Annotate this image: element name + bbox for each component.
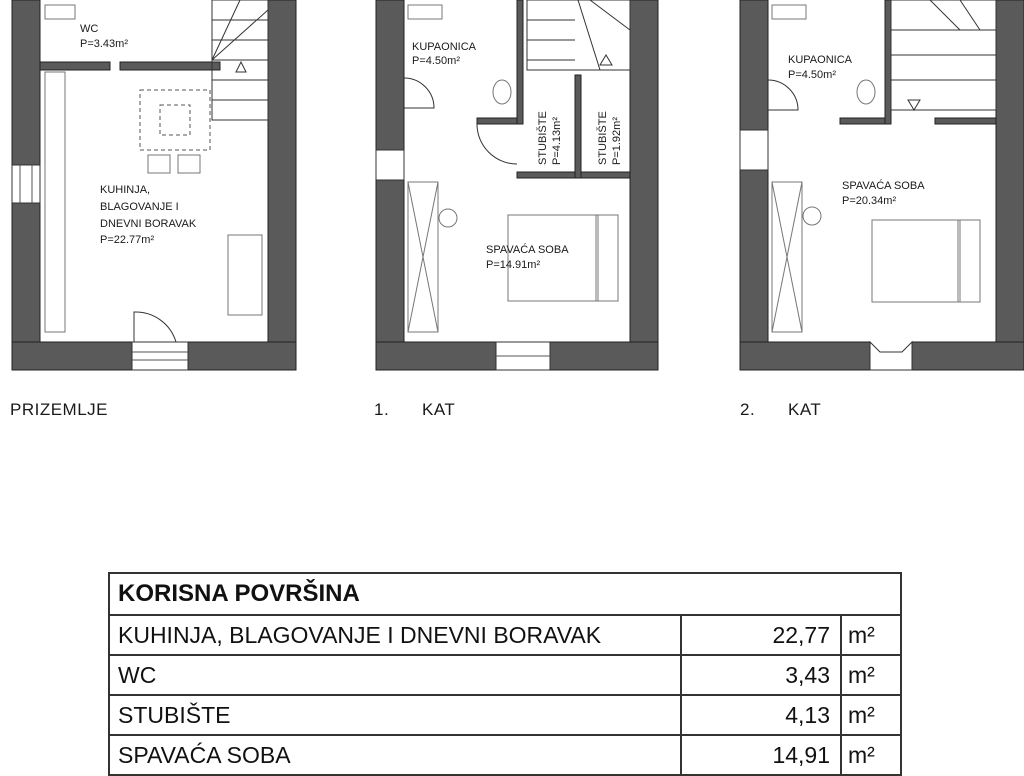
bay-window	[870, 342, 912, 370]
wc-area: P=3.43m²	[80, 38, 128, 50]
table-row	[109, 615, 901, 655]
first-bedroom-area: P=14.91m²	[486, 259, 541, 271]
room-name: KUHINJA, BLAGOVANJE I DNEVNI BORAVAK	[109, 615, 681, 655]
second-bedroom-name: SPAVAĆA SOBA	[842, 180, 925, 192]
bed	[508, 215, 598, 301]
living-name-3: DNEVNI BORAVAK	[100, 218, 197, 230]
kitchen-counter	[45, 72, 65, 332]
toilet-2	[857, 80, 875, 104]
room-unit: m²	[841, 615, 901, 655]
table-row	[109, 695, 901, 735]
stairs-ground	[212, 0, 268, 120]
stair-wall	[120, 62, 220, 70]
second-bedroom-area: P=20.34m²	[842, 195, 897, 207]
floor-label-first: KAT	[422, 400, 456, 419]
wall-bottom-left	[12, 342, 132, 370]
bed-2	[872, 220, 960, 302]
wc-wall	[40, 62, 110, 70]
window-left	[12, 165, 40, 203]
table-row	[109, 735, 901, 775]
room-unit: m²	[841, 735, 901, 775]
living-name-2: BLAGOVANJE I	[100, 201, 179, 213]
first-stair-b-name: STUBIŠTE	[597, 111, 609, 165]
ground-floor-plan	[12, 0, 296, 370]
first-stair-a-name: STUBIŠTE	[537, 111, 549, 165]
second-bath-name: KUPAONICA	[788, 54, 852, 66]
living-name-1: KUHINJA,	[100, 184, 151, 196]
floor-label-ground: PRIZEMLJE	[10, 400, 109, 419]
first-stair-b-area: P=1.92m²	[611, 117, 623, 165]
first-stair-a-area: P=4.13m²	[551, 117, 563, 165]
wall-right	[268, 0, 296, 370]
first-bath-area: P=4.50m²	[412, 55, 460, 67]
area-table-header	[109, 573, 901, 615]
room-name: SPAVAĆA SOBA	[109, 735, 681, 775]
room-name: STUBIŠTE	[109, 695, 681, 735]
furniture-ground	[140, 90, 210, 150]
room-area: 14,91	[681, 735, 841, 775]
floor-label-second-number: 2.	[740, 400, 756, 419]
bath-sink	[408, 5, 442, 19]
floor-label-first-number: 1.	[374, 400, 390, 419]
bath-sink-2	[772, 5, 806, 19]
living-area: P=22.77m²	[100, 234, 155, 246]
first-bedroom-name: SPAVAĆA SOBA	[486, 244, 569, 256]
toilet	[493, 80, 511, 104]
room-unit: m²	[841, 695, 901, 735]
second-floor-plan	[740, 0, 1024, 370]
sofa	[228, 235, 262, 315]
wall-bottom-right	[188, 342, 296, 370]
room-area: 3,43	[681, 655, 841, 695]
stairs-second	[891, 0, 996, 110]
wc-name: WC	[80, 23, 99, 35]
table-row	[109, 655, 901, 695]
first-floor-plan	[376, 0, 658, 370]
second-bath-area: P=4.50m²	[788, 69, 836, 81]
entrance-door	[134, 312, 176, 342]
area-table	[108, 572, 902, 776]
first-bath-name: KUPAONICA	[412, 41, 476, 53]
wc-sink	[45, 5, 75, 19]
room-area: 22,77	[681, 615, 841, 655]
stairs-first	[527, 0, 630, 70]
room-unit: m²	[841, 655, 901, 695]
room-area: 4,13	[681, 695, 841, 735]
floor-label-second: KAT	[788, 400, 822, 419]
area-table-title: KORISNA POVRŠINA	[109, 573, 901, 615]
room-name: WC	[109, 655, 681, 695]
